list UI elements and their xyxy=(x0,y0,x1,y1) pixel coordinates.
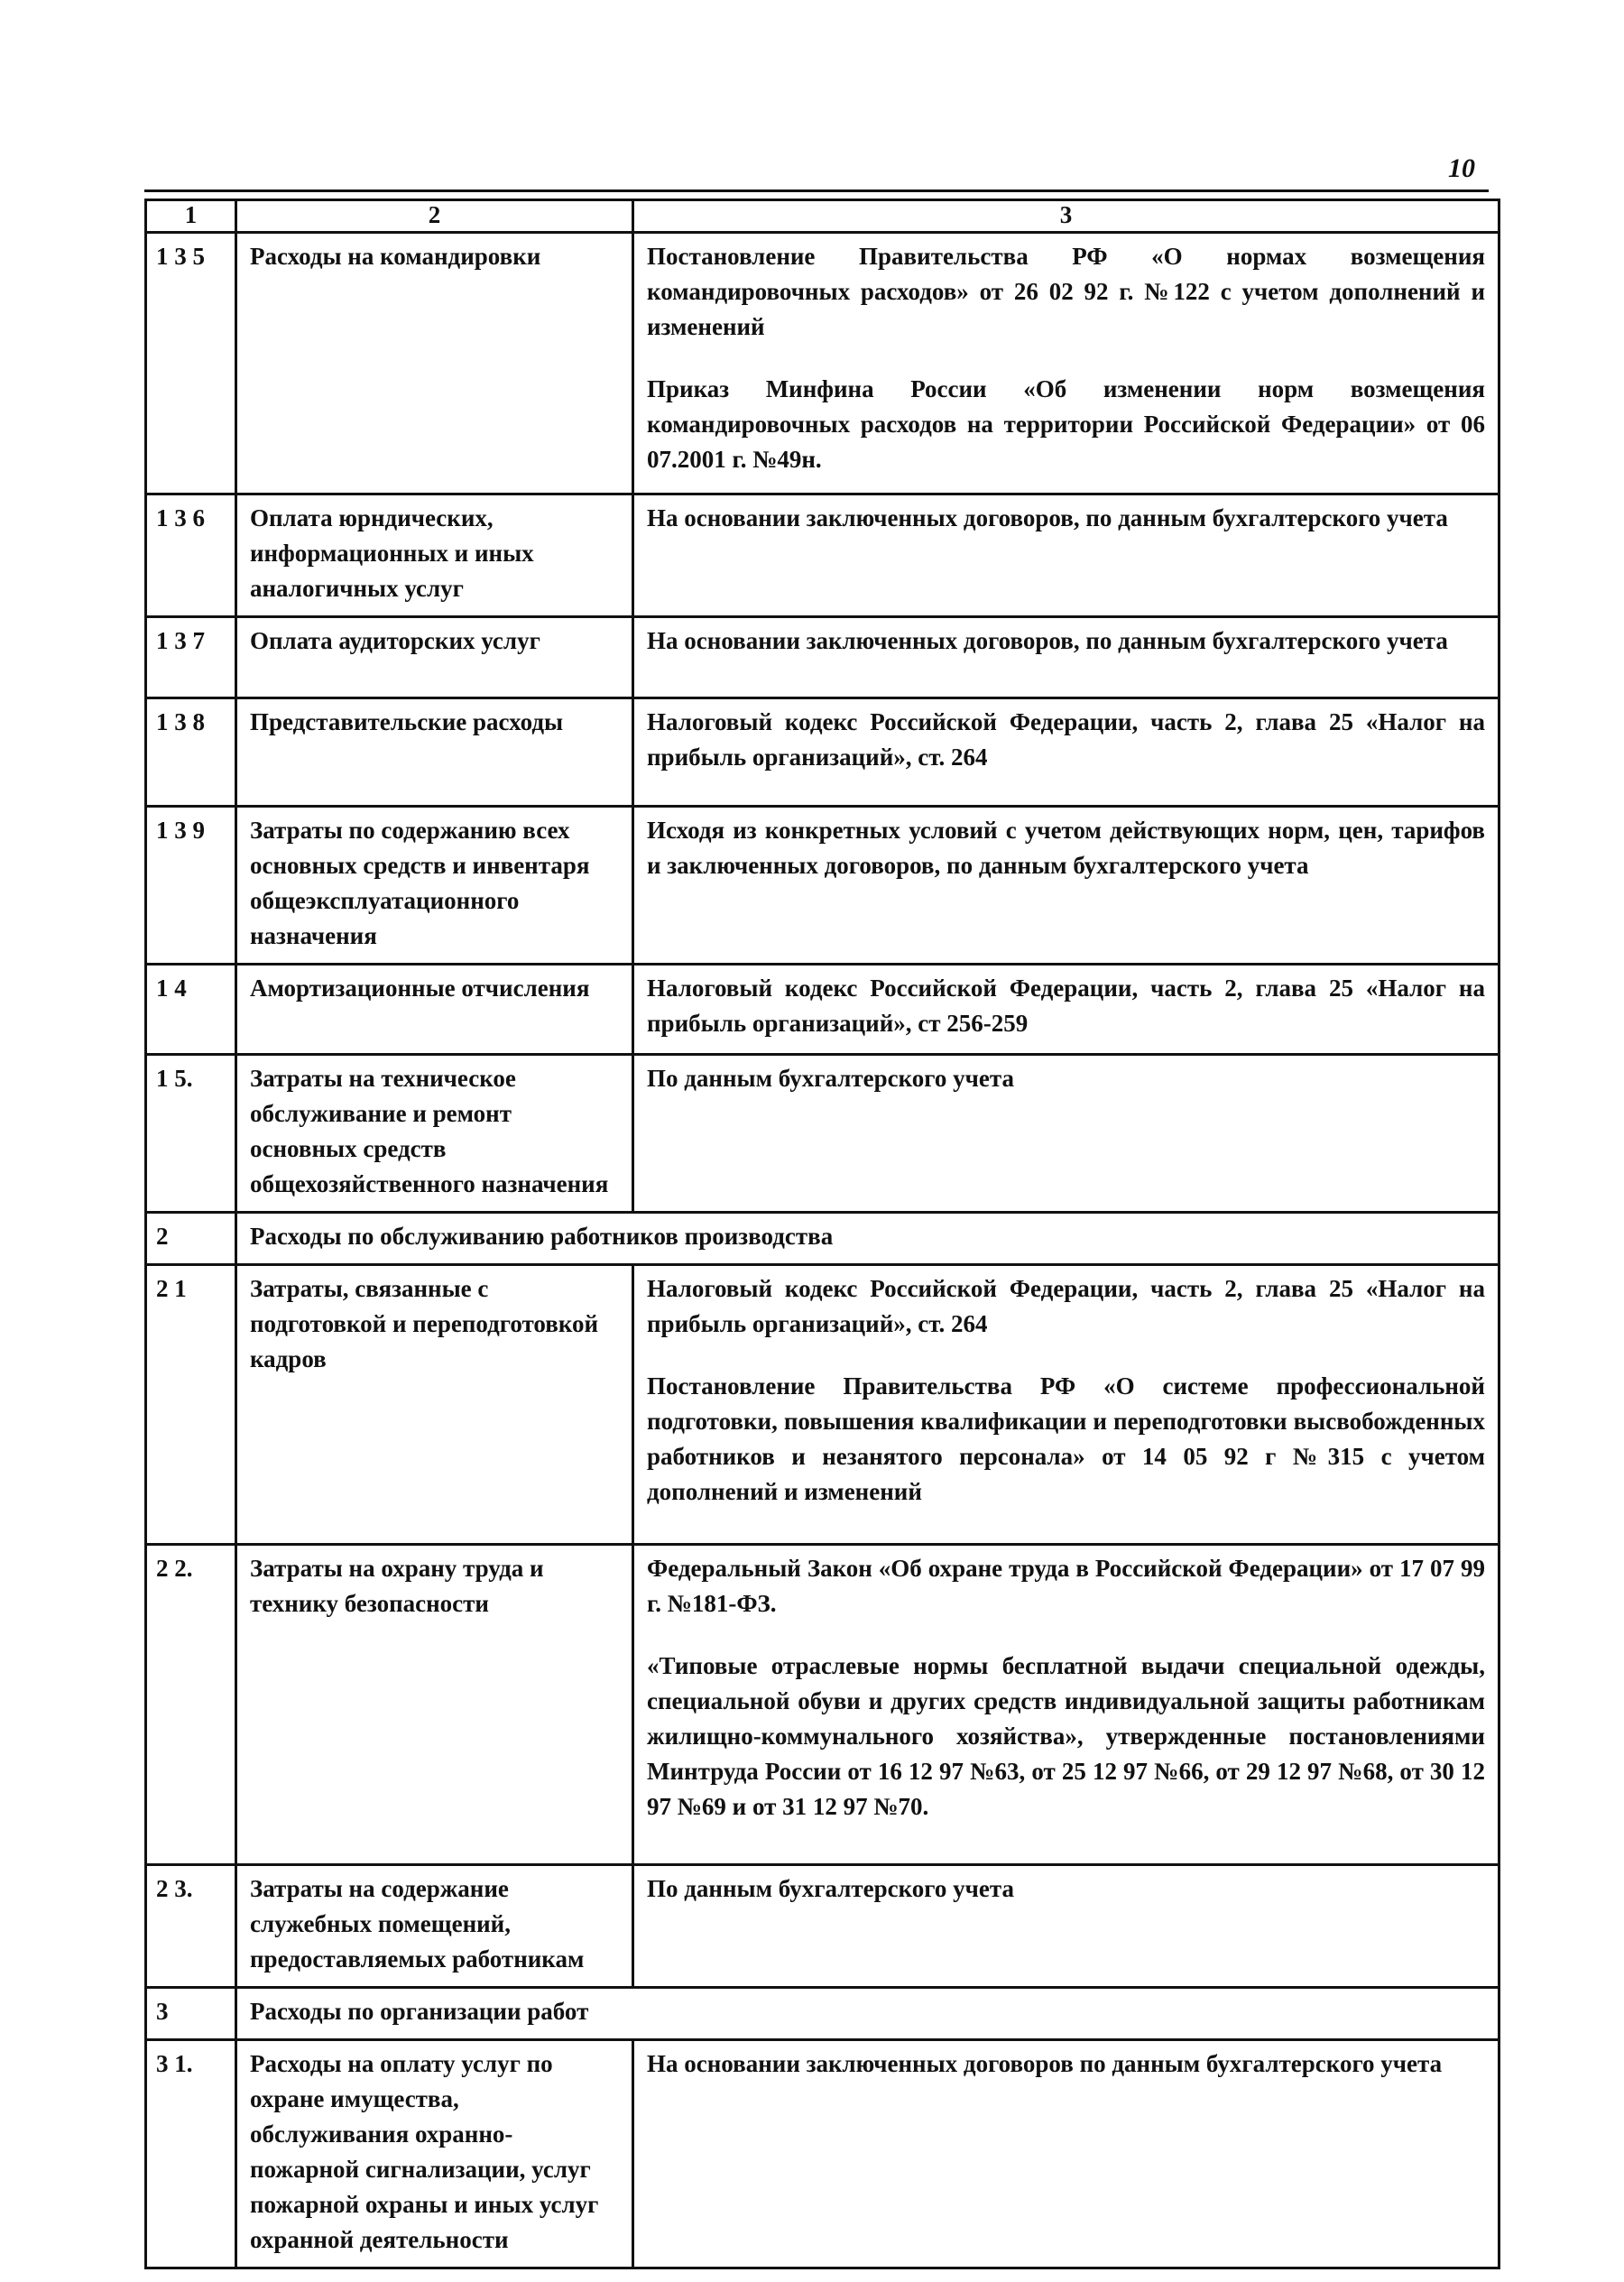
expense-item: Затраты на содержание служебных помещений, предоставляемых работникам xyxy=(236,1865,633,1988)
basis-text: Исходя из конкретных условий с учетом действующих норм, цен, тарифов и заключенных договоров, по данным бухгалтерского учета xyxy=(647,817,1485,879)
basis-cell xyxy=(633,1865,1499,1988)
column-header-2: 2 xyxy=(236,200,633,233)
row-number: 2 3. xyxy=(146,1865,236,1988)
table-header-row xyxy=(146,200,1499,233)
table-row xyxy=(146,698,1499,807)
expense-item: Амортизационные отчисления xyxy=(236,965,633,1055)
expense-item: Оплата юрндических, информационных и иных аналогичных услуг xyxy=(236,494,633,617)
section-title: Расходы по обслуживанию работников производства xyxy=(236,1213,1499,1265)
basis-text: «Типовые отраслевые нормы бесплатной выдачи специальной одежды, специальной обуви и других средств индивидуальной защиты работникам жилищно-коммунального хозяйства», утвержденные постановлениями Минтруда России от 16 12 97 №63, от 25 12 97 №66, от 29 12 97 №68, от 30 12 97 №69 и от 31 12 97 №70. xyxy=(647,1652,1485,1820)
basis-text: На основании заключенных договоров, по данным бухгалтерского учета xyxy=(647,627,1448,654)
basis-text: По данным бухгалтерского учета xyxy=(647,1065,1014,1092)
row-number: 1 3 5 xyxy=(146,233,236,494)
basis-text: Приказ Минфина России «Об изменении норм возмещения командировочных расходов на территории Российской Федерации» от 06 07.2001 г. №49н. xyxy=(647,375,1485,473)
row-number: 2 2. xyxy=(146,1545,236,1865)
table-row xyxy=(146,617,1499,698)
column-header-1: 1 xyxy=(146,200,236,233)
table-row xyxy=(146,807,1499,965)
table-row xyxy=(146,1865,1499,1988)
table-row xyxy=(146,1265,1499,1545)
basis-cell xyxy=(633,617,1499,698)
expenses-table xyxy=(144,199,1500,2269)
row-number: 1 4 xyxy=(146,965,236,1055)
basis-cell xyxy=(633,1055,1499,1213)
table-row xyxy=(146,494,1499,617)
expense-item: Затраты по содержанию всех основных средств и инвентаря общеэксплуатационного назначения xyxy=(236,807,633,965)
section-row xyxy=(146,1213,1499,1265)
section-title: Расходы по организации работ xyxy=(236,1988,1499,2040)
section-row xyxy=(146,1988,1499,2040)
expense-item: Затраты на охрану труда и технику безопасности xyxy=(236,1545,633,1865)
section-number: 2 xyxy=(146,1213,236,1265)
top-rule xyxy=(144,189,1489,192)
expense-item: Затраты на техническое обслуживание и ремонт основных средств общехозяйственного назначения xyxy=(236,1055,633,1213)
table-row xyxy=(146,1545,1499,1865)
basis-cell xyxy=(633,233,1499,494)
basis-text: Налоговый кодекс Российской Федерации, часть 2, глава 25 «Налог на прибыль организаций», ст. 264 xyxy=(647,708,1485,771)
table-row xyxy=(146,233,1499,494)
basis-cell xyxy=(633,698,1499,807)
row-number: 1 3 8 xyxy=(146,698,236,807)
section-number: 3 xyxy=(146,1988,236,2040)
basis-text: По данным бухгалтерского учета xyxy=(647,1875,1014,1902)
row-number: 1 3 6 xyxy=(146,494,236,617)
basis-cell xyxy=(633,965,1499,1055)
basis-text: Федеральный Закон «Об охране труда в Российской Федерации» от 17 07 99 г. №181-ФЗ. xyxy=(647,1555,1485,1617)
row-number: 2 1 xyxy=(146,1265,236,1545)
basis-text: Налоговый кодекс Российской Федерации, часть 2, глава 25 «Налог на прибыль организаций», ст 256-259 xyxy=(647,975,1485,1037)
basis-cell xyxy=(633,1545,1499,1865)
basis-text: На основании заключенных договоров по данным бухгалтерского учета xyxy=(647,2050,1443,2077)
expense-item: Оплата аудиторских услуг xyxy=(236,617,633,698)
expense-item: Затраты, связанные с подготовкой и переподготовкой кадров xyxy=(236,1265,633,1545)
row-number: 1 5. xyxy=(146,1055,236,1213)
expense-item: Представительские расходы xyxy=(236,698,633,807)
expense-item: Расходы на командировки xyxy=(236,233,633,494)
table-row xyxy=(146,2040,1499,2268)
basis-cell xyxy=(633,807,1499,965)
row-number: 1 3 7 xyxy=(146,617,236,698)
basis-cell xyxy=(633,494,1499,617)
basis-cell xyxy=(633,1265,1499,1545)
basis-text: Постановление Правительства РФ «О нормах возмещения командировочных расходов» от 26 02 92 г. №122 с учетом дополнений и изменений xyxy=(647,243,1485,340)
table-row xyxy=(146,1055,1499,1213)
basis-text: Налоговый кодекс Российской Федерации, часть 2, глава 25 «Налог на прибыль организаций», ст. 264 xyxy=(647,1275,1485,1337)
basis-cell xyxy=(633,2040,1499,2268)
basis-text: Постановление Правительства РФ «О системе профессиональной подготовки, повышения квалификации и переподготовки высвобожденных работников и незанятого персонала» от 14 05 92 г №315 с учетом дополнений и изменений xyxy=(647,1372,1485,1505)
row-number: 3 1. xyxy=(146,2040,236,2268)
row-number: 1 3 9 xyxy=(146,807,236,965)
table-row xyxy=(146,965,1499,1055)
column-header-3: 3 xyxy=(633,200,1499,233)
basis-text: На основании заключенных договоров, по данным бухгалтерского учета xyxy=(647,504,1448,531)
page-number: 10 xyxy=(1448,153,1475,183)
expense-item: Расходы на оплату услуг по охране имущества, обслуживания охранно-пожарной сигнализации, услуг пожарной охраны и иных услуг охранной деятельности xyxy=(236,2040,633,2268)
